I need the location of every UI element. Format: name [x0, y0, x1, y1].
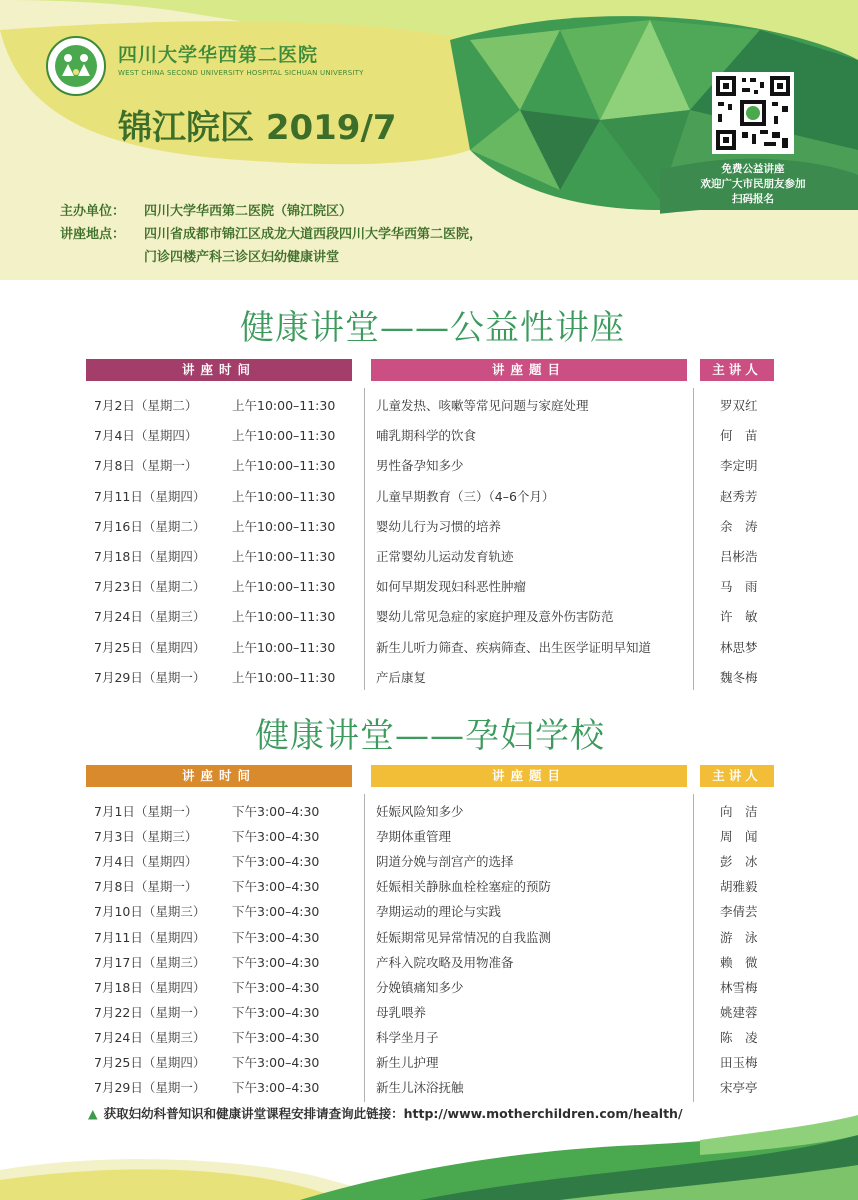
row-time: 下午3:00–4:30: [232, 879, 320, 895]
row-date: 7月25日（星期四）: [94, 639, 206, 655]
row-date: 7月29日（星期一）: [94, 669, 206, 685]
row-date: 7月17日（星期三）: [94, 954, 206, 970]
event-info: [60, 200, 482, 269]
header-banner: [0, 0, 858, 280]
row-time: 下午3:00–4:30: [232, 1029, 320, 1045]
row-date: 7月8日（星期一）: [94, 458, 198, 474]
row-topic: 妊娠风险知多少: [376, 804, 464, 819]
row-time: 上午10:00–11:30: [232, 518, 336, 534]
footer-note: [88, 1104, 683, 1122]
row-topic: 儿童早期教育（三）（4–6个月）: [376, 488, 555, 504]
row-topic: 妊娠期常见异常情况的自我监测: [376, 929, 552, 945]
row-topic: 母乳喂养: [376, 1004, 427, 1020]
row-speaker: 胡雅毅: [720, 879, 758, 895]
row-date: 7月8日（星期一）: [94, 879, 198, 895]
hospital-logo-icon: [46, 36, 106, 96]
row-time: 下午3:00–4:30: [232, 904, 320, 920]
row-topic: 妊娠相关静脉血栓栓塞症的预防: [376, 879, 552, 895]
row-time: 上午10:00–11:30: [232, 639, 336, 655]
s2-divider: [693, 794, 694, 1102]
row-topic: 阴道分娩与剖宫产的选择: [376, 854, 514, 870]
qr-caption-line: 欢迎广大市民朋友参加: [700, 178, 806, 190]
row-speaker: 游 泳: [720, 929, 758, 945]
row-time: 上午10:00–11:30: [232, 458, 336, 474]
row-time: 下午3:00–4:30: [232, 979, 320, 995]
row-time: 下午3:00–4:30: [232, 954, 320, 970]
s2-header-time: 讲座时间: [86, 765, 352, 787]
s2-header-speaker: 主讲人: [700, 765, 774, 787]
organizer-row: [60, 200, 482, 223]
row-time: 上午10:00–11:30: [232, 488, 336, 504]
row-time: 上午10:00–11:30: [232, 428, 336, 444]
row-speaker: 许 敏: [720, 609, 758, 625]
row-date: 7月1日（星期一）: [94, 804, 198, 819]
qr-caption-line: 免费公益讲座: [721, 163, 785, 175]
s1-header-topic: 讲座题目: [371, 359, 687, 381]
row-speaker: 马 雨: [720, 579, 758, 595]
row-topic: 产科入院攻略及用物准备: [376, 954, 514, 970]
row-topic: 新生儿听力筛查、疾病筛查、出生医学证明早知道: [376, 639, 652, 655]
row-speaker: 陈 凌: [720, 1029, 758, 1045]
venue-value-2: 门诊四楼产科三诊区妇幼健康讲堂: [144, 250, 340, 265]
row-topic: 如何早期发现妇科恶性肿瘤: [376, 579, 527, 595]
row-topic: 产后康复: [376, 669, 427, 685]
campus-title: 锦江院区 2019/7: [118, 108, 397, 148]
footer-wave: [0, 1110, 858, 1200]
row-date: 7月3日（星期三）: [94, 829, 198, 845]
venue-row-2: [60, 246, 482, 269]
s2-header-topic: 讲座题目: [371, 765, 687, 787]
s1-divider: [693, 388, 694, 690]
row-speaker: 何 苗: [720, 428, 758, 444]
hospital-english-name: WEST CHINA SECOND UNIVERSITY HOSPITAL SICHUAN UNIVERSITY: [118, 69, 364, 77]
section-title-prenatal-school: 健康讲堂——孕妇学校: [255, 716, 605, 756]
row-time: 下午3:00–4:30: [232, 1055, 320, 1070]
row-topic: 哺乳期科学的饮食: [376, 428, 477, 444]
row-date: 7月24日（星期三）: [94, 1029, 206, 1045]
row-time: 上午10:00–11:30: [232, 398, 336, 413]
row-topic: 男性备孕知多少: [376, 458, 464, 474]
row-time: 下午3:00–4:30: [232, 854, 320, 870]
row-date: 7月4日（星期四）: [94, 854, 198, 870]
row-time: 上午10:00–11:30: [232, 549, 336, 564]
row-topic: 婴幼儿常见急症的家庭护理及意外伤害防范: [376, 609, 614, 625]
qr-caption: [680, 162, 826, 207]
organizer-value: 四川大学华西第二医院（锦江院区）: [144, 204, 353, 219]
row-time: 上午10:00–11:30: [232, 669, 336, 685]
row-time: 上午10:00–11:30: [232, 609, 336, 625]
row-date: 7月25日（星期四）: [94, 1055, 206, 1070]
qr-code-icon[interactable]: [712, 72, 794, 154]
row-topic: 新生儿沐浴抚触: [376, 1080, 464, 1096]
row-date: 7月24日（星期三）: [94, 609, 206, 625]
s1-header-time: 讲座时间: [86, 359, 352, 381]
row-topic: 新生儿护理: [376, 1055, 439, 1070]
row-topic: 科学坐月子: [376, 1029, 439, 1045]
row-date: 7月11日（星期四）: [94, 488, 206, 504]
row-speaker: 吕彬浩: [720, 549, 758, 564]
row-topic: 儿童发热、咳嗽等常见问题与家庭处理: [376, 398, 589, 413]
row-time: 下午3:00–4:30: [232, 829, 320, 845]
section-title-public-lectures: 健康讲堂——公益性讲座: [240, 308, 625, 348]
venue-label: 讲座地点：: [60, 227, 126, 242]
row-topic: 孕期体重管理: [376, 829, 452, 845]
s1-divider: [364, 388, 365, 690]
row-date: 7月23日（星期二）: [94, 579, 206, 595]
row-date: 7月11日（星期四）: [94, 929, 206, 945]
row-date: 7月4日（星期四）: [94, 428, 198, 444]
row-speaker: 林雪梅: [720, 979, 758, 995]
footer-note-text[interactable]: 获取妇幼科普知识和健康讲堂课程安排请查询此链接：http://www.motherchildren.com/health/: [103, 1106, 683, 1121]
row-speaker: 宋亭亭: [720, 1080, 758, 1096]
row-speaker: 林思梦: [720, 639, 758, 655]
row-speaker: 余 涛: [720, 518, 758, 534]
triangle-marker-icon: ▲: [88, 1106, 98, 1121]
venue-value: 四川省成都市锦江区成龙大道西段四川大学华西第二医院，: [144, 227, 483, 242]
row-speaker: 赖 微: [720, 954, 758, 970]
row-speaker: 彭 冰: [720, 854, 758, 870]
s1-header-speaker: 主讲人: [700, 359, 774, 381]
row-speaker: 姚建蓉: [720, 1004, 758, 1020]
s2-divider: [364, 794, 365, 1102]
row-time: 下午3:00–4:30: [232, 804, 320, 819]
row-time: 下午3:00–4:30: [232, 929, 320, 945]
row-date: 7月22日（星期一）: [94, 1004, 206, 1020]
qr-caption-line: 扫码报名: [732, 193, 774, 205]
row-date: 7月18日（星期四）: [94, 979, 206, 995]
row-speaker: 罗双红: [720, 398, 758, 413]
row-speaker: 魏冬梅: [720, 669, 758, 685]
row-time: 下午3:00–4:30: [232, 1080, 320, 1096]
row-date: 7月16日（星期二）: [94, 518, 206, 534]
row-topic: 正常婴幼儿运动发育轨迹: [376, 549, 514, 564]
venue-row: [60, 223, 482, 246]
row-time: 上午10:00–11:30: [232, 579, 336, 595]
row-speaker: 周 闻: [720, 829, 758, 845]
row-time: 下午3:00–4:30: [232, 1004, 320, 1020]
row-date: 7月2日（星期二）: [94, 398, 198, 413]
row-date: 7月18日（星期四）: [94, 549, 206, 564]
row-topic: 孕期运动的理论与实践: [376, 904, 502, 920]
row-date: 7月10日（星期三）: [94, 904, 206, 920]
row-topic: 分娩镇痛知多少: [376, 979, 464, 995]
row-speaker: 赵秀芳: [720, 488, 758, 504]
row-speaker: 田玉梅: [720, 1055, 758, 1070]
row-speaker: 李倩芸: [720, 904, 758, 920]
row-speaker: 李定明: [720, 458, 758, 474]
organizer-label: 主办单位：: [60, 204, 126, 219]
hospital-name: 四川大学华西第二医院: [118, 44, 319, 66]
row-date: 7月29日（星期一）: [94, 1080, 206, 1096]
row-speaker: 向 洁: [720, 804, 758, 819]
row-topic: 婴幼儿行为习惯的培养: [376, 518, 502, 534]
